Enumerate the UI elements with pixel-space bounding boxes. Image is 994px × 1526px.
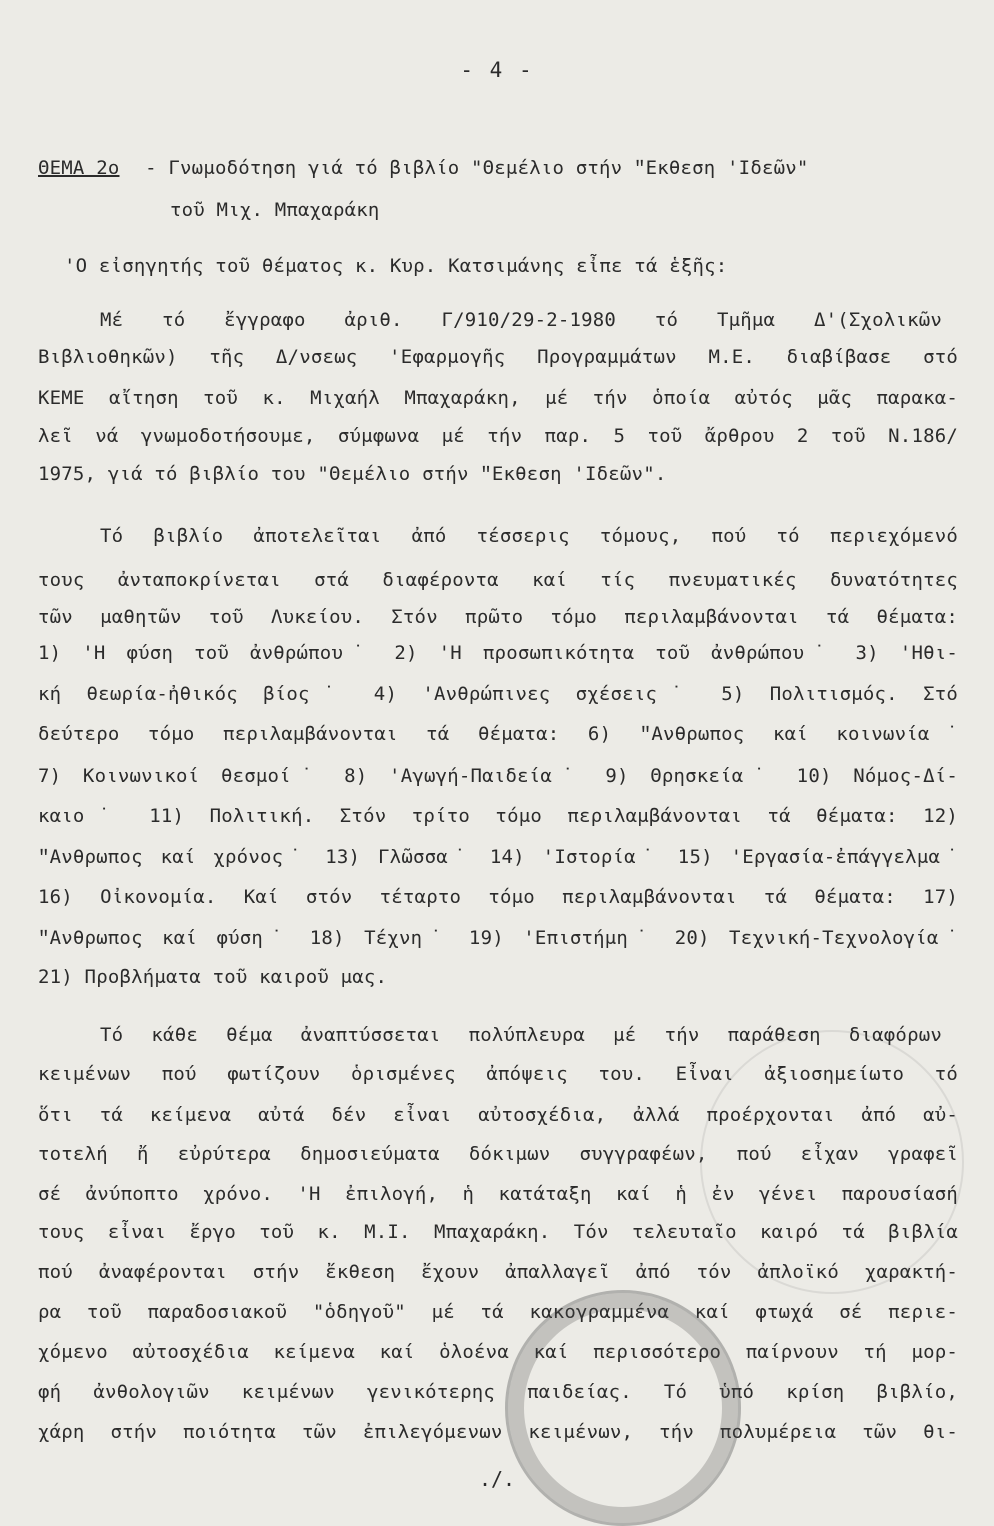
text-line-13: 7) Κοινωνικοί θεσμοί˙ 8) 'Αγωγή-Παιδεία˙ 9) Θρησκεία˙ 10) Νόμος-Δί- (38, 765, 958, 787)
page-number: - 4 - (460, 58, 534, 82)
text-line-19: Τό κάθε θέμα ἀναπτύσσεται πολύπλευρα μέ τήν παράθεση διαφόρων (100, 1024, 942, 1046)
text-line-10: 1) 'Η φύση τοῦ ἀνθρώπου˙ 2) 'Η προσωπικότητα τοῦ ἀνθρώπου˙ 3) 'Ηθι- (38, 642, 958, 664)
text-line-29: χάρη στήν ποιότητα τῶν ἐπιλεγόμενων κειμένων, τήν πολυμέρεια τῶν θι- (38, 1421, 958, 1443)
text-line-28: φή ἀνθολογιῶν κειμένων γενικότερης παιδείας. Τό ὑπό κρίση βιβλίο, (38, 1381, 958, 1403)
text-line-23: σέ ἀνύποπτο χρόνο. 'Η ἐπιλογή, ἡ κατάταξη καί ἡ ἐν γένει παρουσίασή (38, 1183, 958, 1205)
text-line-8: τους ἀνταποκρίνεται στά διαφέροντα καί τίς πνευματικές δυνατότητες (38, 569, 958, 591)
heading-line (38, 156, 958, 180)
text-line-4: ΚΕΜΕ αἴτηση τοῦ κ. Μιχαήλ Μπαχαράκη, μέ τήν ὁποία αὐτός μᾶς παρακα- (38, 387, 958, 409)
text-line-24: τους εἶναι ἔργο τοῦ κ. Μ.Ι. Μπαχαράκη. Τόν τελευταῖο καιρό τά βιβλία (38, 1221, 958, 1243)
text-line-26: ρα τοῦ παραδοσιακοῦ "ὁδηγοῦ" μέ τά κακογραμμένα καί φτωχά σέ περιε- (38, 1301, 958, 1323)
text-line-9: τῶν μαθητῶν τοῦ Λυκείου. Στόν πρῶτο τόμο περιλαμβάνονται τά θέματα: (38, 606, 958, 628)
text-line-1: 'Ο εἰσηγητής τοῦ θέματος κ. Κυρ. Κατσιμάνης εἶπε τά ἑξῆς: (64, 255, 728, 277)
text-line-11: κή θεωρία-ἠθικός βίος˙ 4) 'Ανθρώπινες σχέσεις˙ 5) Πολιτισμός. Στό (38, 683, 958, 705)
text-line-14: καιο˙ 11) Πολιτική. Στόν τρίτο τόμο περιλαμβάνονται τά θέματα: 12) (38, 805, 958, 827)
heading-text: - Γνωμοδότηση γιά τό βιβλίο "Θεμέλιο στήν ʺΕκθεση 'Ιδεῶν" (145, 157, 809, 179)
text-line-2: Μέ τό ἔγγραφο ἀριθ. Γ/910/29-2-1980 τό Τμῆμα Δ'(Σχολικῶν (100, 309, 942, 331)
text-line-15: ʺΑνθρωπος καί χρόνος˙ 13) Γλῶσσα˙ 14) 'Ιστορία˙ 15) 'Εργασία-ἐπάγγελμα˙ (38, 846, 958, 868)
text-line-17: ʺΑνθρωπος καί φύση˙ 18) Τέχνη˙ 19) 'Επιστήμη˙ 20) Τεχνική-Τεχνολογία˙ (38, 927, 958, 949)
text-line-21: ὅτι τά κείμενα αὐτά δέν εἶναι αὐτοσχέδια, ἀλλά προέρχονται ἀπό αὐ- (38, 1104, 958, 1126)
text-line-22: τοτελή ἤ εὐρύτερα δημοσιεύματα δόκιμων συγγραφέων, πού εἶχαν γραφεῖ (38, 1143, 958, 1165)
text-line-6: 1975, γιά τό βιβλίο του "Θεμέλιο στήν ʺΕκθεση 'Ιδεῶν". (38, 463, 667, 485)
text-line-20: κειμένων πού φωτίζουν ὁρισμένες ἀπόψεις του. Εἶναι ἀξιοσημείωτο τό (38, 1063, 958, 1085)
text-line-12: δεύτερο τόμο περιλαμβάνονται τά θέματα: 6) ʺΑνθρωπος καί κοινωνία˙ (38, 723, 958, 745)
text-line-3: Βιβλιοθηκῶν) τῆς Δ/νσεως 'Εφαρμογῆς Προγραμμάτων Μ.Ε. διαβίβασε στό (38, 346, 958, 368)
heading-subtext: τοῦ Μιχ. Μπαχαράκη (170, 199, 380, 221)
text-line-16: 16) Οἰκονομία. Καί στόν τέταρτο τόμο περιλαμβάνονται τά θέματα: 17) (38, 886, 958, 908)
text-line-27: χόμενο αὐτοσχέδια κείμενα καί ὁλοένα καί περισσότερο παίρνουν τή μορ- (38, 1341, 958, 1363)
text-line-7: Τό βιβλίο ἀποτελεῖται ἀπό τέσσερις τόμους, πού τό περιεχόμενό (100, 525, 958, 547)
page-continuation-mark: ./. (478, 1467, 516, 1491)
text-line-5: λεῖ νά γνωμοδοτήσουμε, σύμφωνα μέ τήν παρ. 5 τοῦ ἄρθρου 2 τοῦ Ν.186/ (38, 425, 958, 447)
text-line-25: πού ἀναφέρονται στήν ἔκθεση ἔχουν ἀπαλλαγεῖ ἀπό τόν ἀπλοϊκό χαρακτή- (38, 1261, 958, 1283)
heading-label: ΘΕΜΑ 2ο (38, 157, 120, 179)
text-line-18: 21) Προβλήματα τοῦ καιροῦ μας. (38, 966, 388, 988)
